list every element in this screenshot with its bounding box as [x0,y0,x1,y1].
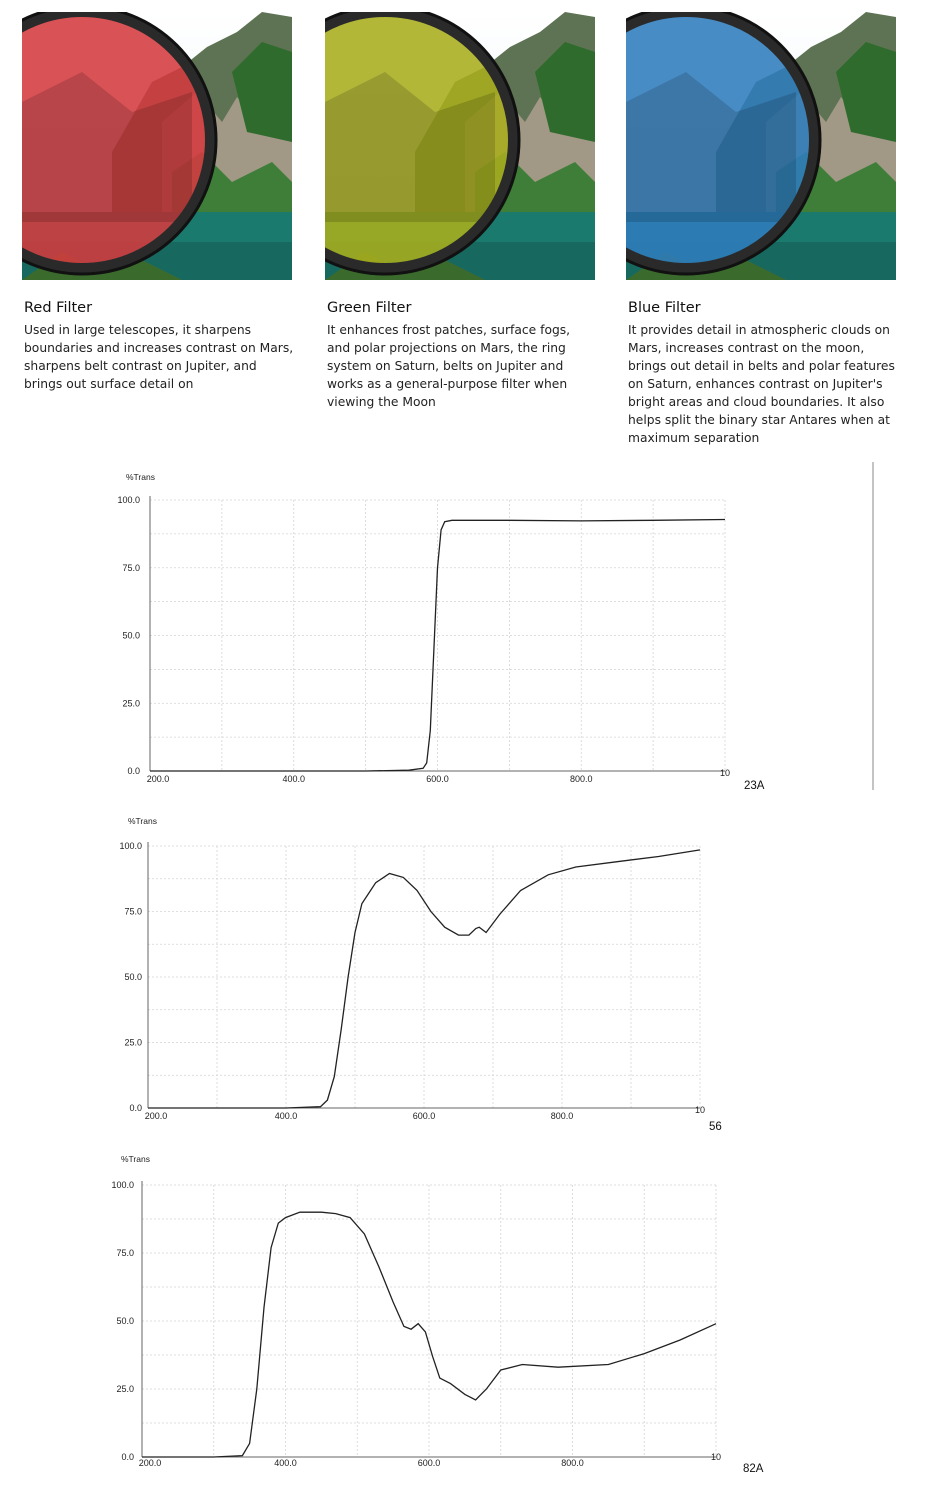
x-tick-label: 200.0 [138,1458,162,1468]
filter-photo-blue [626,12,896,280]
y-tick-label: 0.0 [121,1452,134,1462]
filter-description: It provides detail in atmospheric clouds on Mars, increases contrast on the moon, brings out detail in belts and polar features on Saturn, enhances contrast on Jupiter's bright areas and cloud boundaries. It also helps split the binary star Antares when at maximum separation [628,323,895,445]
y-tick-label: 100.0 [117,495,140,505]
x-tick-label: 800.0 [561,1458,584,1468]
filter-title: Red Filter [24,300,93,316]
filter-card-green [325,12,597,411]
x-tick-label: 400.0 [282,774,306,784]
transmission-chart-23a [0,462,930,802]
chart-grid [150,500,725,771]
y-tick-label: 100.0 [119,841,142,851]
y-axis-label: %Trans [126,472,155,482]
filter-card-blue [626,12,898,447]
x-tick-label: 10 [719,768,731,778]
y-axis-label: %Trans [121,1154,150,1164]
filter-code-label: 56 [709,1121,722,1133]
filter-description: Used in large telescopes, it sharpens boundaries and increases contrast on Mars, sharpens belt contrast on Jupiter, and brings out surface detail on [24,323,294,391]
x-tick-label: 200.0 [146,774,170,784]
y-tick-label: 50.0 [122,630,140,641]
y-tick-label: 25.0 [122,698,140,709]
x-tick-label: 200.0 [144,1111,168,1121]
filter-card-red [22,12,294,393]
filter-photo-red [22,12,292,280]
y-tick-label: 75.0 [122,562,140,573]
y-tick-label: 100.0 [111,1180,134,1190]
filter-title: Blue Filter [628,300,701,316]
x-tick-label: 10 [694,1105,706,1115]
filter-photo-green [325,12,595,280]
filter-description: It enhances frost patches, surface fogs, and polar projections on Mars, the ring system on Saturn, belts on Jupiter and works as a general-purpose filter when viewing the Moon [327,323,571,409]
x-tick-label: 800.0 [569,774,593,784]
x-tick-label: 400.0 [274,1458,297,1468]
y-tick-label: 0.0 [129,1103,142,1113]
y-tick-label: 50.0 [124,972,142,982]
y-tick-label: 75.0 [116,1248,134,1258]
x-tick-label: 800.0 [550,1111,574,1121]
y-tick-label: 25.0 [116,1384,134,1394]
y-tick-label: 0.0 [127,766,140,776]
x-tick-label: 600.0 [426,774,449,784]
transmission-chart-82a [0,1148,930,1493]
x-tick-label: 600.0 [417,1458,441,1468]
filter-code-label: 82A [743,1463,764,1475]
y-axis-label: %Trans [128,816,157,826]
x-tick-label: 10 [710,1452,722,1462]
filter-code-label: 23A [744,780,765,792]
filter-title: Green Filter [327,300,412,316]
y-tick-label: 75.0 [124,906,142,917]
chart-grid [142,1185,716,1457]
x-tick-label: 400.0 [274,1111,298,1121]
chart-grid [148,846,700,1108]
y-tick-label: 25.0 [124,1037,142,1048]
x-tick-label: 600.0 [412,1111,436,1121]
y-tick-label: 50.0 [116,1316,134,1326]
transmission-chart-56 [0,810,930,1145]
